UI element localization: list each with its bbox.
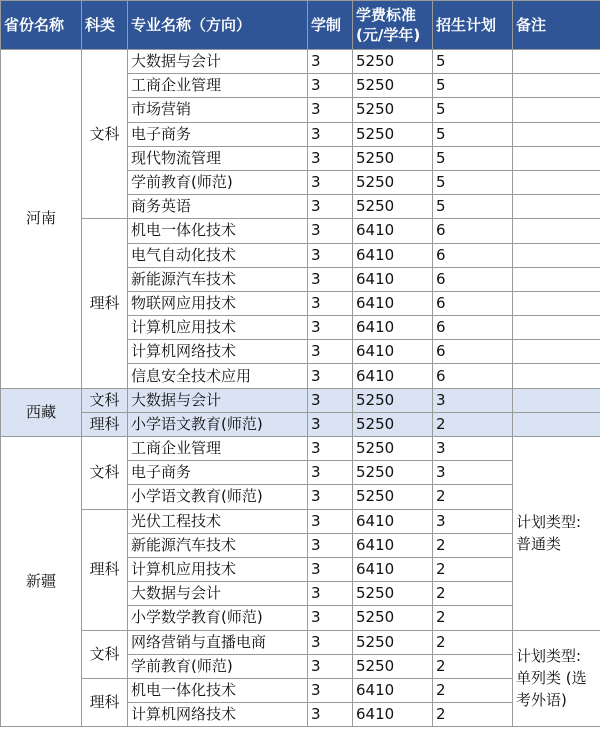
plan-cell: 5	[433, 195, 513, 219]
major-cell: 大数据与会计	[128, 50, 308, 74]
plan-cell: 6	[433, 316, 513, 340]
subject-cell: 理科	[82, 509, 128, 630]
plan-cell: 6	[433, 219, 513, 243]
note-cell	[513, 98, 600, 122]
fee-cell: 6410	[353, 678, 433, 702]
plan-cell: 5	[433, 122, 513, 146]
fee-cell: 5250	[353, 146, 433, 170]
years-cell: 3	[308, 74, 353, 98]
major-cell: 物联网应用技术	[128, 291, 308, 315]
years-cell: 3	[308, 195, 353, 219]
note-cell	[513, 364, 600, 388]
major-cell: 现代物流管理	[128, 146, 308, 170]
fee-cell: 5250	[353, 485, 433, 509]
subject-cell: 文科	[82, 630, 128, 678]
years-cell: 3	[308, 219, 353, 243]
years-cell: 3	[308, 98, 353, 122]
table-row	[1, 630, 600, 654]
years-cell: 3	[308, 50, 353, 74]
plan-cell: 5	[433, 98, 513, 122]
fee-cell: 6410	[353, 703, 433, 727]
fee-cell: 5250	[353, 412, 433, 436]
major-cell: 新能源汽车技术	[128, 267, 308, 291]
years-cell: 3	[308, 364, 353, 388]
subject-cell: 文科	[82, 388, 128, 412]
fee-cell: 6410	[353, 533, 433, 557]
plan-cell: 6	[433, 291, 513, 315]
header-years: 学制	[308, 1, 353, 50]
note-cell	[513, 316, 600, 340]
note-cell	[513, 340, 600, 364]
note-cell	[513, 195, 600, 219]
header-fee: 学费标准(元/学年)	[353, 1, 433, 50]
plan-cell: 3	[433, 437, 513, 461]
fee-cell: 5250	[353, 170, 433, 194]
header-major: 专业名称（方向）	[128, 1, 308, 50]
fee-cell: 5250	[353, 74, 433, 98]
major-cell: 学前教育(师范)	[128, 654, 308, 678]
note-cell	[513, 267, 600, 291]
fee-cell: 6410	[353, 364, 433, 388]
years-cell: 3	[308, 291, 353, 315]
fee-cell: 6410	[353, 557, 433, 581]
note-cell: 计划类型: 单列类 (选考外语)	[513, 630, 600, 727]
fee-cell: 5250	[353, 98, 433, 122]
header-province: 省份名称	[1, 1, 82, 50]
plan-cell: 2	[433, 557, 513, 581]
years-cell: 3	[308, 461, 353, 485]
major-cell: 电子商务	[128, 122, 308, 146]
note-cell	[513, 74, 600, 98]
note-cell: 计划类型: 普通类	[513, 437, 600, 631]
province-cell: 河南	[1, 50, 82, 389]
years-cell: 3	[308, 388, 353, 412]
subject-cell: 文科	[82, 50, 128, 219]
years-cell: 3	[308, 437, 353, 461]
plan-cell: 3	[433, 388, 513, 412]
plan-cell: 5	[433, 146, 513, 170]
table-row	[1, 678, 600, 702]
note-cell	[513, 219, 600, 243]
table-row	[1, 388, 600, 412]
plan-cell: 2	[433, 703, 513, 727]
years-cell: 3	[308, 340, 353, 364]
years-cell: 3	[308, 146, 353, 170]
fee-cell: 6410	[353, 243, 433, 267]
years-cell: 3	[308, 316, 353, 340]
table-row	[1, 412, 600, 436]
years-cell: 3	[308, 582, 353, 606]
fee-cell: 6410	[353, 509, 433, 533]
fee-cell: 5250	[353, 630, 433, 654]
subject-cell: 理科	[82, 678, 128, 726]
header-subject: 科类	[82, 1, 128, 50]
note-cell	[513, 50, 600, 74]
fee-cell: 5250	[353, 654, 433, 678]
years-cell: 3	[308, 267, 353, 291]
major-cell: 小学语文教育(师范)	[128, 485, 308, 509]
major-cell: 市场营销	[128, 98, 308, 122]
years-cell: 3	[308, 243, 353, 267]
plan-cell: 2	[433, 630, 513, 654]
plan-cell: 3	[433, 461, 513, 485]
note-cell	[513, 122, 600, 146]
plan-cell: 3	[433, 509, 513, 533]
major-cell: 学前教育(师范)	[128, 170, 308, 194]
major-cell: 小学数学教育(师范)	[128, 606, 308, 630]
note-cell	[513, 412, 600, 436]
years-cell: 3	[308, 170, 353, 194]
major-cell: 计算机网络技术	[128, 703, 308, 727]
note-cell	[513, 388, 600, 412]
province-cell: 西藏	[1, 388, 82, 436]
years-cell: 3	[308, 630, 353, 654]
note-cell	[513, 243, 600, 267]
years-cell: 3	[308, 412, 353, 436]
plan-cell: 2	[433, 678, 513, 702]
years-cell: 3	[308, 654, 353, 678]
plan-cell: 2	[433, 606, 513, 630]
plan-cell: 2	[433, 582, 513, 606]
plan-cell: 6	[433, 267, 513, 291]
plan-cell: 6	[433, 243, 513, 267]
major-cell: 机电一体化技术	[128, 678, 308, 702]
major-cell: 信息安全技术应用	[128, 364, 308, 388]
subject-cell: 文科	[82, 437, 128, 510]
major-cell: 工商企业管理	[128, 74, 308, 98]
plan-cell: 2	[433, 485, 513, 509]
note-cell	[513, 146, 600, 170]
major-cell: 小学语文教育(师范)	[128, 412, 308, 436]
header-row	[1, 1, 600, 50]
plan-cell: 6	[433, 340, 513, 364]
years-cell: 3	[308, 122, 353, 146]
major-cell: 电子商务	[128, 461, 308, 485]
table-row	[1, 219, 600, 243]
major-cell: 新能源汽车技术	[128, 533, 308, 557]
fee-cell: 5250	[353, 582, 433, 606]
fee-cell: 5250	[353, 195, 433, 219]
note-cell	[513, 170, 600, 194]
years-cell: 3	[308, 703, 353, 727]
note-cell	[513, 291, 600, 315]
plan-cell: 2	[433, 654, 513, 678]
fee-cell: 5250	[353, 437, 433, 461]
fee-cell: 6410	[353, 219, 433, 243]
years-cell: 3	[308, 557, 353, 581]
major-cell: 光伏工程技术	[128, 509, 308, 533]
fee-cell: 6410	[353, 316, 433, 340]
years-cell: 3	[308, 509, 353, 533]
major-cell: 计算机网络技术	[128, 340, 308, 364]
major-cell: 网络营销与直播电商	[128, 630, 308, 654]
table-row	[1, 50, 600, 74]
fee-cell: 5250	[353, 122, 433, 146]
fee-cell: 6410	[353, 340, 433, 364]
plan-cell: 5	[433, 74, 513, 98]
table-row	[1, 509, 600, 533]
major-cell: 计算机应用技术	[128, 557, 308, 581]
major-cell: 计算机应用技术	[128, 316, 308, 340]
years-cell: 3	[308, 678, 353, 702]
fee-cell: 5250	[353, 606, 433, 630]
years-cell: 3	[308, 533, 353, 557]
plan-cell: 2	[433, 412, 513, 436]
plan-cell: 5	[433, 50, 513, 74]
province-cell: 新疆	[1, 437, 82, 727]
header-note: 备注	[513, 1, 600, 50]
table-row	[1, 437, 600, 461]
major-cell: 工商企业管理	[128, 437, 308, 461]
fee-cell: 5250	[353, 50, 433, 74]
major-cell: 大数据与会计	[128, 582, 308, 606]
fee-cell: 6410	[353, 267, 433, 291]
plan-cell: 6	[433, 364, 513, 388]
fee-cell: 6410	[353, 291, 433, 315]
plan-cell: 5	[433, 170, 513, 194]
major-cell: 大数据与会计	[128, 388, 308, 412]
major-cell: 商务英语	[128, 195, 308, 219]
subject-cell: 理科	[82, 412, 128, 436]
subject-cell: 理科	[82, 219, 128, 388]
major-cell: 机电一体化技术	[128, 219, 308, 243]
years-cell: 3	[308, 606, 353, 630]
plan-cell: 2	[433, 533, 513, 557]
years-cell: 3	[308, 485, 353, 509]
major-cell: 电气自动化技术	[128, 243, 308, 267]
fee-cell: 5250	[353, 461, 433, 485]
header-plan: 招生计划	[433, 1, 513, 50]
fee-cell: 5250	[353, 388, 433, 412]
